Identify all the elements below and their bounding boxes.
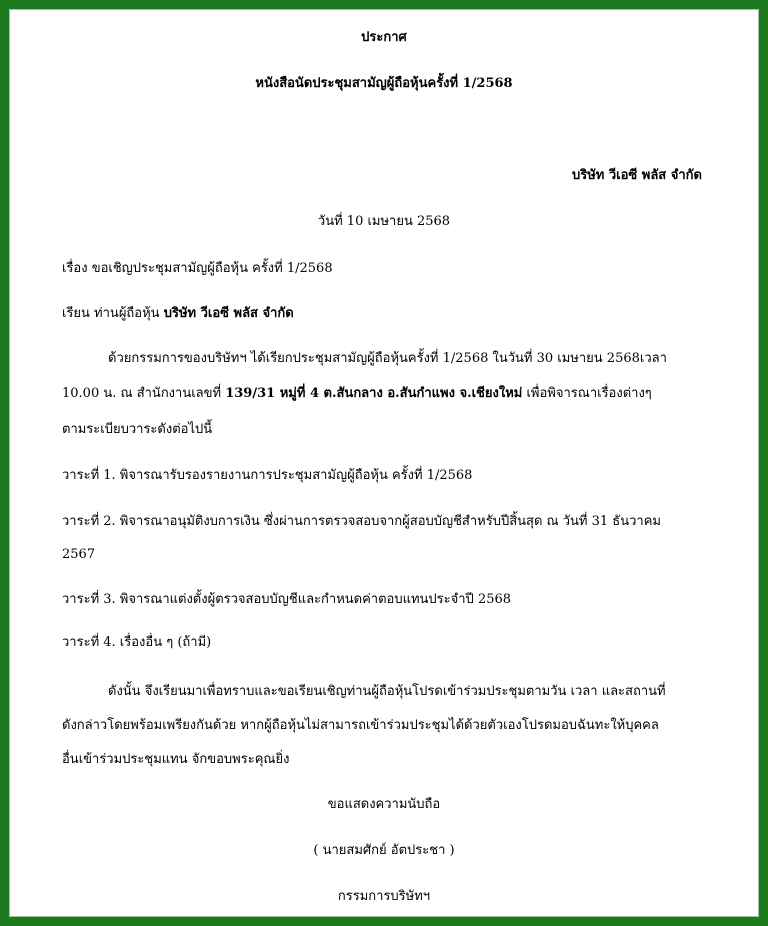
intro-line-1: ด้วยกรรมการของบริษัทฯ ได้เรียกประชุมสามัญผู้ถือหุ้นครั้งที่ 1/2568 ในวันที่ 30 เมษายน 2568เวลา xyxy=(108,351,667,366)
company-name: บริษัท วีเอซี พลัส จำกัด xyxy=(571,168,702,183)
agenda-item-2-line-2: 2567 xyxy=(62,547,96,562)
document-inner-border xyxy=(9,9,759,917)
letter-recipient xyxy=(62,306,294,322)
recipient-prefix: เรียน ท่านผู้ถือหุ้น xyxy=(62,306,164,321)
signature-regards: ขอแสดงความนับถือ xyxy=(327,797,441,812)
letter-date: วันที่ 10 เมษายน 2568 xyxy=(317,214,451,229)
announcement-title: ประกาศ xyxy=(361,30,407,45)
meeting-time-venue: 10.00 น. ณ สำนักงานเลขที่ xyxy=(62,386,226,401)
venue-address: 139/31 หมู่ที่ 4 ต.สันกลาง อ.สันกำแพง จ.เชียงใหม่ xyxy=(225,386,523,401)
intro-line-2 xyxy=(62,386,652,402)
closing-line-2: ดังกล่าวโดยพร้อมเพรียงกันด้วย หากผู้ถือหุ้นไม่สามารถเข้าร่วมประชุมได้ด้วยตัวเองโปรดมอบฉันทะให้บุคคล xyxy=(62,718,659,733)
letter-subject: เรื่อง ขอเชิญประชุมสามัญผู้ถือหุ้น ครั้งที่ 1/2568 xyxy=(62,261,333,276)
agenda-item-1: วาระที่ 1. พิจารณารับรองรายงานการประชุมสามัญผู้ถือหุ้น ครั้งที่ 1/2568 xyxy=(62,468,473,483)
intro-purpose: เพื่อพิจารณาเรื่องต่างๆ xyxy=(522,386,652,401)
recipient-company: บริษัท วีเอซี พลัส จำกัด xyxy=(163,306,294,321)
agenda-item-2-line-1: วาระที่ 2. พิจารณาอนุมัติงบการเงิน ซึ่งผ่านการตรวจสอบจากผู้สอบบัญชีสำหรับปีสิ้นสุด ณ วันที่ 31 ธันวาคม xyxy=(62,514,661,529)
closing-line-3: อื่นเข้าร่วมประชุมแทน จักขอบพระคุณยิ่ง xyxy=(62,752,290,767)
closing-line-1: ดังนั้น จึงเรียนมาเพื่อทราบและขอเรียนเชิญท่านผู้ถือหุ้นโปรดเข้าร่วมประชุมตามวัน เวลา และสถานที่ xyxy=(108,684,666,699)
signatory-name: ( นายสมศักย์ อัตประชา ) xyxy=(313,843,455,858)
agenda-item-3: วาระที่ 3. พิจารณาแต่งตั้งผู้ตรวจสอบบัญชีและกำหนดค่าตอบแทนประจำปี 2568 xyxy=(62,592,512,607)
agenda-item-4: วาระที่ 4. เรื่องอื่น ๆ (ถ้ามี) xyxy=(62,635,212,650)
signatory-position: กรรมการบริษัทฯ xyxy=(337,889,431,904)
intro-line-3: ตามระเบียบวาระดังต่อไปนี้ xyxy=(62,422,213,437)
meeting-notice-subtitle: หนังสือนัดประชุมสามัญผู้ถือหุ้นครั้งที่ 1/2568 xyxy=(255,76,513,91)
